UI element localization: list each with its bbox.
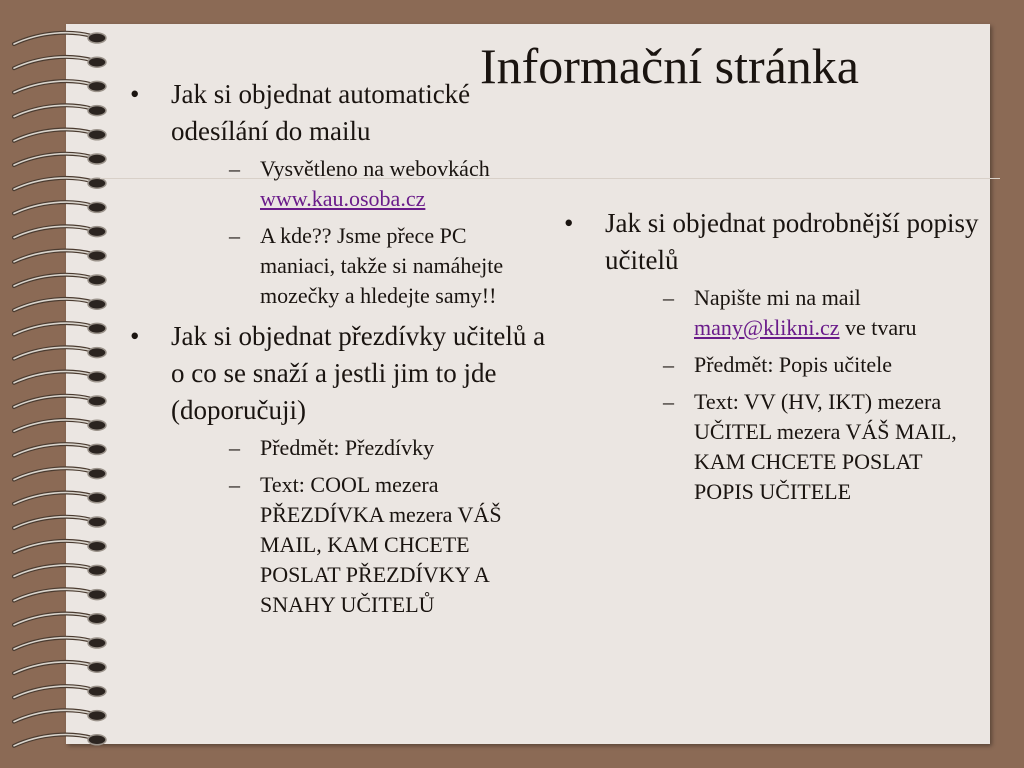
binding-ring <box>14 468 106 479</box>
sub-bullet-item <box>171 433 546 463</box>
binding-ring <box>14 105 106 116</box>
email-link[interactable]: many@klikni.cz <box>694 315 840 340</box>
binding-ring <box>14 710 106 721</box>
binding-ring <box>14 541 106 552</box>
sub-bullet-text: Vysvětleno na webovkách <box>260 156 490 181</box>
dash-icon: – <box>229 435 240 460</box>
spiral-binding-rings <box>0 18 120 758</box>
bullet-icon: • <box>130 321 140 351</box>
binding-ring <box>14 444 106 455</box>
binding-ring <box>14 493 106 504</box>
dash-icon: – <box>663 389 674 414</box>
bullet-item <box>126 76 546 311</box>
sub-bullet-text: Předmět: Přezdívky <box>260 435 435 460</box>
right-column <box>560 205 980 514</box>
binding-ring <box>14 130 106 141</box>
sub-bullet-item <box>171 154 546 214</box>
sub-bullet-item <box>171 470 546 620</box>
binding-ring <box>14 662 106 673</box>
bullet-item <box>126 318 546 620</box>
dash-icon: – <box>229 472 240 497</box>
binding-ring <box>14 396 106 407</box>
binding-ring <box>14 565 106 576</box>
bullet-item <box>560 205 980 507</box>
binding-ring <box>14 323 106 334</box>
dash-icon: – <box>663 285 674 310</box>
binding-ring <box>14 638 106 649</box>
sub-bullet-text: Text: COOL mezera PŘEZDÍVKA mezera VÁŠ MAIL, KAM CHCETE POSLAT PŘEZDÍVKY A SNAHY UČITELŮ <box>260 472 502 617</box>
left-column <box>126 76 546 627</box>
binding-ring <box>14 686 106 697</box>
sub-bullet-text: Napište mi na mail <box>694 285 861 310</box>
binding-ring <box>14 735 106 746</box>
binding-ring <box>14 154 106 165</box>
bullet-text: Jak si objednat automatické odesílání do mailu <box>171 79 471 146</box>
sub-bullet-item <box>171 221 546 311</box>
sub-bullet-text: A kde?? Jsme přece PC maniaci, takže si namáhejte mozečky a hledejte samy!! <box>260 223 504 308</box>
binding-ring <box>14 589 106 600</box>
sub-bullet-item <box>605 350 980 380</box>
binding-ring <box>14 275 106 286</box>
binding-ring <box>14 202 106 213</box>
website-link[interactable]: www.kau.osoba.cz <box>260 186 426 211</box>
sub-bullet-item <box>605 387 980 507</box>
binding-ring <box>14 251 106 262</box>
dash-icon: – <box>229 223 240 248</box>
bullet-text: Jak si objednat přezdívky učitelů a o co se snaží a jestli jim to jde (doporučuji) <box>171 321 546 425</box>
binding-ring <box>14 347 106 358</box>
binding-ring <box>14 420 106 431</box>
binding-ring <box>14 81 106 92</box>
binding-ring <box>14 372 106 383</box>
dash-icon: – <box>229 156 240 181</box>
sub-bullet-text: Text: VV (HV, IKT) mezera UČITEL mezera VÁŠ MAIL, KAM CHCETE POSLAT POPIS UČITELE <box>694 389 957 504</box>
binding-ring <box>14 33 106 44</box>
sub-bullet-text: ve tvaru <box>839 315 917 340</box>
binding-ring <box>14 614 106 625</box>
sub-bullet-text: Předmět: Popis učitele <box>694 352 892 377</box>
binding-ring <box>14 517 106 528</box>
dash-icon: – <box>663 352 674 377</box>
binding-ring <box>14 57 106 68</box>
bullet-text: Jak si objednat podrobnější popisy učitelů <box>605 208 979 275</box>
sub-bullet-item <box>605 283 980 343</box>
slide-title: Informační stránka <box>480 38 860 94</box>
bullet-icon: • <box>564 208 574 238</box>
binding-ring <box>14 178 106 189</box>
bullet-icon: • <box>130 79 140 109</box>
binding-ring <box>14 226 106 237</box>
binding-ring <box>14 299 106 310</box>
